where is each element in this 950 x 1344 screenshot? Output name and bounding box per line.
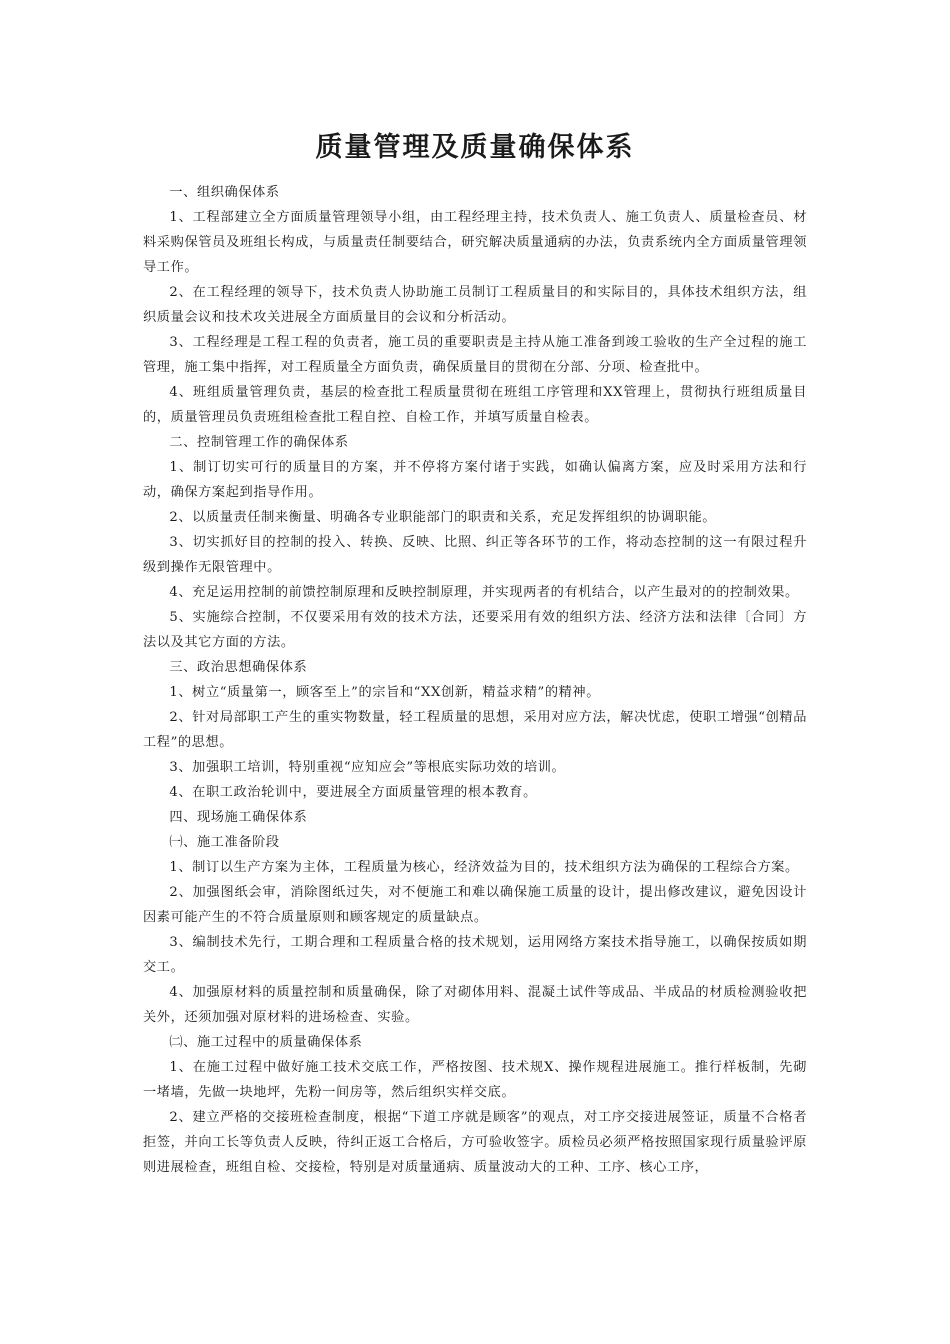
paragraph: 1、制订以生产方案为主体，工程质量为核心，经济效益为目的，技术组织方法为确保的工程综合方案。 <box>169 860 799 875</box>
paragraph: 1、工程部建立全方面质量管理领导小组，由工程经理主持，技术负责人、施工负责人、质量检查员、材料采购保管员及班组长构成，与质量责任制要结合，研究解决质量通病的办法，负责系统内全方面质量管理领导工作。 <box>143 210 807 275</box>
paragraph: 2、在工程经理的领导下，技术负责人协助施工员制订工程质量目的和实际目的，具体技术组织方法，组织质量会议和技术攻关进展全方面质量目的会议和分析活动。 <box>143 285 807 325</box>
paragraph: 2、针对局部职工产生的重实物数量，轻工程质量的思想，采用对应方法，解决忧虑，使职工增强“创精品工程”的思想。 <box>143 710 807 750</box>
paragraph: 4、加强原材料的质量控制和质量确保，除了对砌体用料、混凝土试件等成品、半成品的材质检测验收把关外，还须加强对原材料的进场检查、实验。 <box>143 985 807 1025</box>
paragraph: 3、切实抓好目的控制的投入、转换、反映、比照、纠正等各环节的工作，将动态控制的这一有限过程升级到操作无限管理中。 <box>143 535 807 575</box>
paragraph: 2、以质量责任制来衡量、明确各专业职能部门的职责和关系，充足发挥组织的协调职能。 <box>169 510 717 525</box>
paragraph: 4、在职工政治轮训中，要进展全方面质量管理的根本教育。 <box>169 785 537 800</box>
paragraph: 三、政治思想确保体系 <box>169 660 308 675</box>
paragraph: 二、控制管理工作的确保体系 <box>169 435 349 450</box>
paragraph: 2、建立严格的交接班检查制度，根据“下道工序就是顾客”的观点，对工序交接进展签证，质量不合格者拒签，并向工长等负责人反映，待纠正返工合格后，方可验收签字。质检员必须严格按照国家现行质量验评原则进展检查，班组自检、交接检，特别是对质量通病、质量波动大的工种、工序、核心工序， <box>143 1110 807 1175</box>
paragraph: 四、现场施工确保体系 <box>169 810 308 825</box>
document-page <box>143 128 807 1180</box>
paragraph: ㈠、施工准备阶段 <box>169 835 280 850</box>
paragraph: 3、工程经理是工程工程的负责者，施工员的重要职责是主持从施工准备到竣工验收的生产全过程的施工管理，施工集中指挥，对工程质量全方面负责，确保质量目的贯彻在分部、分项、检查批中。 <box>143 335 807 375</box>
document-title: 质量管理及质量确保体系 <box>315 132 635 163</box>
paragraph: 1、在施工过程中做好施工技术交底工作，严格按图、技术规X、操作规程进展施工。推行样板制，先砌一堵墙，先做一块地坪，先粉一间房等，然后组织实样交底。 <box>143 1060 807 1100</box>
paragraph: 1、树立“质量第一，顾客至上”的宗旨和“XX创新，精益求精”的精神。 <box>169 685 600 700</box>
paragraph: 一、组织确保体系 <box>169 185 280 200</box>
paragraph: 4、班组质量管理负责，基层的检查批工程质量贯彻在班组工序管理和XX管理上，贯彻执行班组质量目的，质量管理员负责班组检查批工程自控、自检工作，并填写质量自检表。 <box>143 385 807 425</box>
paragraph: 4、充足运用控制的前馈控制原理和反映控制原理，并实现两者的有机结合，以产生最对的的控制效果。 <box>169 585 799 600</box>
paragraph: ㈡、施工过程中的质量确保体系 <box>169 1035 363 1050</box>
paragraph: 5、实施综合控制，不仅要采用有效的技术方法，还要采用有效的组织方法、经济方法和法律〔合同〕方法以及其它方面的方法。 <box>143 610 807 650</box>
paragraph: 3、编制技术先行，工期合理和工程质量合格的技术规划，运用网络方案技术指导施工，以确保按质如期交工。 <box>143 935 807 975</box>
document-body <box>143 180 807 1180</box>
paragraph: 3、加强职工培训，特别重视“应知应会”等根底实际功效的培训。 <box>169 760 566 775</box>
paragraph: 2、加强图纸会审，消除图纸过失，对不便施工和难以确保施工质量的设计，提出修改建议，避免因设计因素可能产生的不符合质量原则和顾客规定的质量缺点。 <box>143 885 807 925</box>
paragraph: 1、制订切实可行的质量目的方案，并不停将方案付诸于实践，如确认偏离方案，应及时采用方法和行动，确保方案起到指导作用。 <box>143 460 807 500</box>
